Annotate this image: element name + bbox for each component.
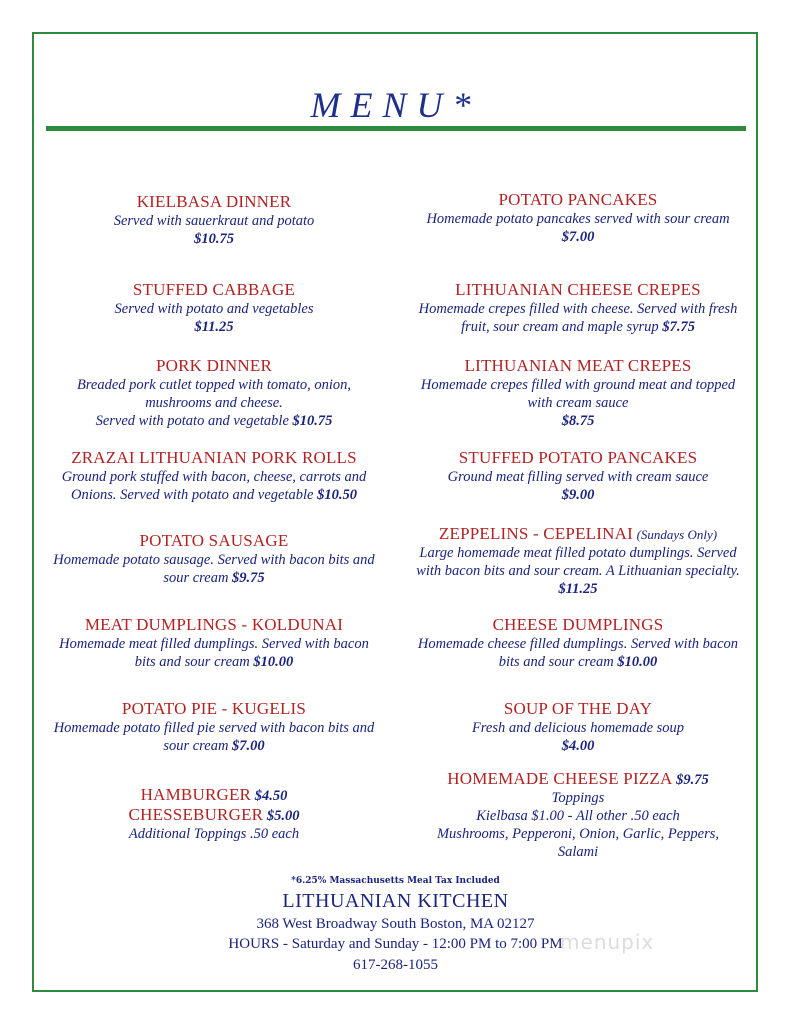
item-name: MEAT DUMPLINGS - KOLDUNAI xyxy=(84,615,344,634)
item-name: LITHUANIAN CHEESE CREPES xyxy=(455,280,701,299)
item-price: $9.00 xyxy=(561,487,595,503)
item-description: Toppings xyxy=(551,790,605,806)
item-price: $11.25 xyxy=(558,581,598,597)
item-description: sour cream xyxy=(163,570,229,586)
item-description: Breaded pork cutlet topped with tomato, onion, xyxy=(76,377,352,393)
item-name: CHEESE DUMPLINGS xyxy=(492,615,664,634)
menu-item-cheese-crepes xyxy=(400,280,756,336)
item-price: $8.75 xyxy=(561,413,595,429)
item-price: $4.00 xyxy=(561,738,595,754)
item-price: $7.00 xyxy=(561,229,595,245)
item-price: $7.00 xyxy=(232,738,265,754)
item-description: Homemade cheese filled dumplings. Served with bacon xyxy=(417,636,739,652)
item-description: Homemade crepes filled with ground meat and topped xyxy=(420,377,736,393)
item-name: POTATO SAUSAGE xyxy=(139,531,289,550)
item-name: CHESSEBURGER xyxy=(128,805,264,824)
menu-item-stuffed-potato-pancakes xyxy=(400,448,756,504)
menu-item-meat-crepes xyxy=(400,356,756,430)
menu-item-burgers xyxy=(36,785,392,843)
menu-item-stuffed-cabbage xyxy=(36,280,392,336)
item-description: Ground meat filling served with cream sauce xyxy=(447,469,709,485)
restaurant-phone: 617-268-1055 xyxy=(353,957,438,973)
item-note: (Sundays Only) xyxy=(636,527,718,542)
item-name: LITHUANIAN MEAT CREPES xyxy=(464,356,692,375)
restaurant-address: 368 West Broadway South Boston, MA 02127 xyxy=(256,916,535,932)
watermark: menupix xyxy=(560,930,655,954)
menu-item-potato-sausage xyxy=(36,531,392,587)
menu-item-cheese-dumplings xyxy=(400,615,756,671)
item-description: bits and sour cream xyxy=(498,654,614,670)
menu-item-potato-pancakes xyxy=(400,190,756,246)
tax-note: *6.25% Massachusetts Meal Tax Included xyxy=(291,876,500,886)
item-description: with bacon bits and sour cream. A Lithuanian specialty. xyxy=(416,563,740,579)
item-name: HAMBURGER xyxy=(140,785,252,804)
menu-item-zeppelins xyxy=(400,524,756,598)
item-description: Served with potato and vegetables xyxy=(114,301,314,317)
item-description: Homemade potato filled pie served with bacon bits and xyxy=(53,720,375,736)
item-description: Served with potato and vegetable xyxy=(95,413,289,429)
item-description: Homemade potato sausage. Served with bacon bits and xyxy=(53,552,375,568)
item-description: Large homemade meat filled potato dumplings. Served xyxy=(419,545,737,561)
item-description: fruit, sour cream and maple syrup xyxy=(461,319,659,335)
item-name: ZEPPELINS - CEPELINAI xyxy=(438,524,633,543)
restaurant-hours: HOURS - Saturday and Sunday - 12:00 PM to 7:00 PM xyxy=(228,936,563,952)
item-description: Kielbasa $1.00 - All other .50 each xyxy=(476,808,680,824)
item-description: Homemade potato pancakes served with sour cream xyxy=(426,211,730,227)
item-description: Onions. Served with potato and vegetable xyxy=(71,487,314,503)
title-divider xyxy=(46,126,746,131)
menu-title: MENU* xyxy=(310,85,481,125)
item-description: Ground pork stuffed with bacon, cheese, carrots and xyxy=(61,469,367,485)
item-description: sour cream xyxy=(163,738,229,754)
item-name: POTATO PIE - KUGELIS xyxy=(121,699,307,718)
menu-item-zrazai-pork-rolls xyxy=(36,448,392,504)
restaurant-name: LITHUANIAN KITCHEN xyxy=(282,890,509,912)
item-name: POTATO PANCAKES xyxy=(498,190,658,209)
item-price: $11.25 xyxy=(194,319,234,335)
item-name: PORK DINNER xyxy=(155,356,272,375)
menu-item-cheese-pizza xyxy=(400,769,756,861)
item-description: Served with sauerkraut and potato xyxy=(113,213,315,229)
item-description: with cream sauce xyxy=(527,395,629,411)
item-name: STUFFED CABBAGE xyxy=(132,280,296,299)
menu-item-potato-pie xyxy=(36,699,392,755)
item-name: SOUP OF THE DAY xyxy=(503,699,653,718)
item-description: Fresh and delicious homemade soup xyxy=(471,720,685,736)
menu-item-soup-of-the-day xyxy=(400,699,756,755)
item-description: Homemade meat filled dumplings. Served with bacon xyxy=(59,636,369,652)
item-price: $9.75 xyxy=(676,772,709,788)
menu-item-kielbasa-dinner xyxy=(36,192,392,248)
item-price: $10.50 xyxy=(317,487,357,503)
menu-item-meat-dumplings xyxy=(36,615,392,671)
item-price: $10.00 xyxy=(253,654,294,670)
item-price: $5.00 xyxy=(266,808,300,824)
item-name: HOMEMADE CHEESE PIZZA xyxy=(447,769,673,788)
item-price: $7.75 xyxy=(662,319,695,335)
item-description: Salami xyxy=(557,844,599,860)
item-description: Homemade crepes filled with cheese. Served with fresh xyxy=(418,301,738,317)
item-description: bits and sour cream xyxy=(134,654,250,670)
item-price: $10.75 xyxy=(292,413,333,429)
item-name: KIELBASA DINNER xyxy=(136,192,292,211)
item-description: Mushrooms, Pepperoni, Onion, Garlic, Peppers, xyxy=(436,826,720,842)
item-price: $10.00 xyxy=(617,654,658,670)
item-name: STUFFED POTATO PANCAKES xyxy=(458,448,698,467)
item-price: $9.75 xyxy=(232,570,265,586)
item-description: mushrooms and cheese. xyxy=(145,395,283,411)
item-price: $4.50 xyxy=(254,788,288,804)
item-price: $10.75 xyxy=(194,231,234,247)
item-name: ZRAZAI LITHUANIAN PORK ROLLS xyxy=(71,448,357,467)
menu-item-pork-dinner xyxy=(36,356,392,430)
item-description: Additional Toppings .50 each xyxy=(128,826,300,842)
